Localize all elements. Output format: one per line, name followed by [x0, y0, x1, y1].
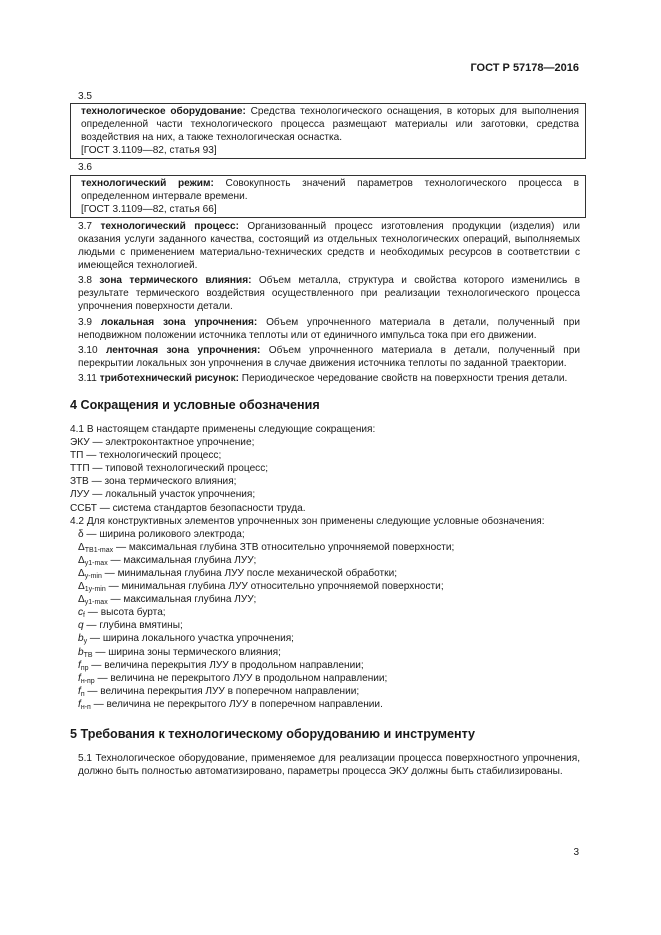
symbol-description: — минимальная глубина ЛУУ после механической обработки; — [101, 568, 398, 579]
symbol-subscript: ТВ1-max — [84, 546, 114, 554]
section-5-heading: 5 Требования к технологическому оборудованию и инструменту — [70, 727, 476, 742]
term-text: Совокупность значений параметров технологического процесса в определенном интервале времени. — [81, 177, 579, 202]
symbol-subscript: н-пр — [80, 677, 95, 685]
symbol-subscript: пр — [80, 664, 89, 672]
symbol-item — [78, 646, 580, 659]
symbol: f — [78, 659, 81, 671]
symbol: Δ — [78, 594, 85, 606]
term-text: Организованный процесс изготовления продукции (изделия) или оказания услуги заданного качества, состоящий из отдельных технологических операций, выполняемых людьми с применением материально-технических средств и необходимых ресурсов в соответствии с имеющейся технологией. — [78, 220, 580, 272]
term-box-3-6 — [70, 175, 586, 218]
symbol-subscript: у-min — [84, 573, 102, 580]
term-number: 3.10 — [78, 344, 106, 356]
symbol: q — [78, 620, 84, 632]
symbol-item — [78, 593, 580, 606]
term-definition — [81, 105, 579, 144]
abbreviations-list — [70, 423, 580, 711]
section-5-paragraph: 5.1 Технологическое оборудование, применяемое для реализации процесса поверхностного упрочнения, должно быть полностью автоматизировано, параметры процесса ЭКУ должны быть стабилизированы. — [78, 753, 580, 778]
term-name: технологический процесс: — [100, 220, 239, 232]
symbol: c — [78, 607, 84, 619]
term-text: Средства технологического оснащения, в которых для выполнения определенной части технологического процесса размещают материалы или заготовки, средства воздействия на них, а также технологическая оснастка. — [81, 106, 579, 144]
symbol-item — [78, 541, 580, 554]
section-4-heading: 4 Сокращения и условные обозначения — [70, 397, 320, 412]
symbol-subscript: 1у-min — [84, 586, 106, 594]
symbol: Δ — [78, 554, 85, 566]
symbol: b — [78, 633, 84, 645]
symbol: Δ — [78, 568, 85, 579]
document-header: ГОСТ Р 57178—2016 — [470, 62, 579, 74]
term-name: ленточная зона упрочнения: — [106, 344, 261, 356]
symbol: b — [78, 646, 84, 658]
term-reference: [ГОСТ 3.1109—82, статья 93] — [81, 145, 217, 157]
symbol: δ — [78, 528, 84, 540]
list-item: ЭКУ — электроконтактное упрочнение; — [70, 437, 255, 449]
symbol: Δ — [78, 581, 85, 593]
symbol: f — [78, 672, 81, 684]
term-text: Периодическое чередование свойств на поверхности трения детали. — [239, 372, 568, 384]
list-item: ЛУУ — локальный участок упрочнения; — [70, 489, 256, 501]
term-name: триботехнический рисунок: — [99, 372, 239, 384]
list-intro: 4.1 В настоящем стандарте применены следующие сокращения: — [70, 423, 376, 435]
symbol-subscript: у — [83, 638, 88, 646]
symbol-subscript: f — [83, 612, 85, 620]
term-number: 3.11 — [78, 372, 100, 384]
term-3-10 — [78, 344, 580, 370]
symbol-item — [78, 580, 580, 593]
term-number: 3.5 — [78, 91, 93, 102]
symbol-description: — максимальная глубина ЛУУ; — [107, 554, 257, 566]
symbol-description: — ширина локального участка упрочнения; — [87, 633, 294, 645]
symbol-description: — высота бурта; — [85, 607, 166, 619]
symbol-description: — величина перекрытия ЛУУ в поперечном направлении; — [84, 685, 360, 697]
symbol-subscript: у1-max — [84, 599, 108, 607]
list-item: ТП — технологический процесс; — [70, 450, 222, 462]
symbol-item — [78, 567, 580, 580]
list-intro: 4.2 Для конструктивных элементов упрочненных зон применены следующие условные обозначения: — [70, 515, 545, 527]
term-3-9 — [78, 316, 580, 342]
symbol-item — [78, 606, 580, 619]
symbol-description: — величина не перекрытого ЛУУ в продольном направлении; — [94, 672, 388, 684]
term-name: технологический режим: — [81, 177, 214, 189]
symbol-item — [78, 672, 580, 685]
term-number: 3.6 — [78, 162, 93, 174]
term-name: локальная зона упрочнения: — [100, 316, 258, 328]
page-number: 3 — [573, 847, 579, 858]
term-text: Объем упрочненного материала в детали, полученный при перекрытии локальных зон упрочнения в случае движения источника теплоты по заданной траектории. — [78, 344, 581, 369]
symbol-item — [78, 528, 580, 541]
symbol-description: — глубина вмятины; — [83, 620, 183, 632]
symbol-description: — величина не перекрытого ЛУУ в поперечном направлении. — [90, 698, 383, 710]
list-item: ССБТ — система стандартов безопасности труда. — [70, 502, 306, 514]
symbol-description: — минимальная глубина ЛУУ относительно упрочняемой поверхности; — [105, 581, 444, 593]
symbol-item — [78, 619, 580, 632]
term-reference: [ГОСТ 3.1109—82, статья 66] — [81, 203, 217, 215]
term-name: зона термического влияния: — [99, 275, 252, 287]
symbols-list — [78, 528, 580, 711]
page-content — [70, 90, 581, 778]
term-3-11 — [78, 372, 580, 385]
term-text: Объем упрочненного материала в детали, полученный при неподвижном положении источника теплоты или от единичного импульса тока при его движении. — [78, 316, 581, 341]
symbol-description: — максимальная глубина ЛУУ; — [107, 594, 257, 606]
term-number: 3.9 — [78, 316, 101, 328]
symbol-item — [78, 698, 580, 711]
symbol-subscript: у1-max — [84, 559, 108, 567]
symbol: f — [78, 685, 81, 697]
term-3-8 — [78, 274, 580, 313]
symbol-description: — величина перекрытия ЛУУ в продольном направлении; — [88, 659, 364, 671]
term-box-3-5 — [70, 103, 586, 159]
symbol-subscript: п — [80, 690, 85, 698]
symbol-description: — максимальная глубина ЗТВ относительно упрочняемой поверхности; — [113, 541, 455, 553]
symbol-subscript: ТВ — [83, 651, 93, 659]
symbol: Δ — [78, 541, 85, 553]
symbol-item — [78, 659, 580, 672]
term-number: 3.8 — [78, 275, 100, 287]
symbol-description: — ширина зоны термического влияния; — [92, 646, 281, 658]
symbol-item — [78, 685, 580, 698]
list-item: ТТП — типовой технологический процесс; — [70, 463, 269, 475]
term-text: Объем металла, структура и свойства которого изменились в результате термического воздействия осуществленного при реализации технологического процесса упрочнения поверхности детали. — [78, 275, 580, 313]
symbol-item — [78, 554, 580, 567]
term-3-7 — [78, 220, 580, 272]
term-definition — [81, 177, 579, 203]
symbol-item — [78, 632, 580, 645]
symbol-subscript: н-п — [80, 703, 91, 711]
list-item: ЗТВ — зона термического влияния; — [70, 476, 237, 488]
symbol: f — [78, 698, 81, 710]
term-name: технологическое оборудование: — [81, 106, 246, 118]
symbol-description: — ширина роликового электрода; — [83, 528, 245, 540]
term-number: 3.7 — [78, 220, 101, 232]
